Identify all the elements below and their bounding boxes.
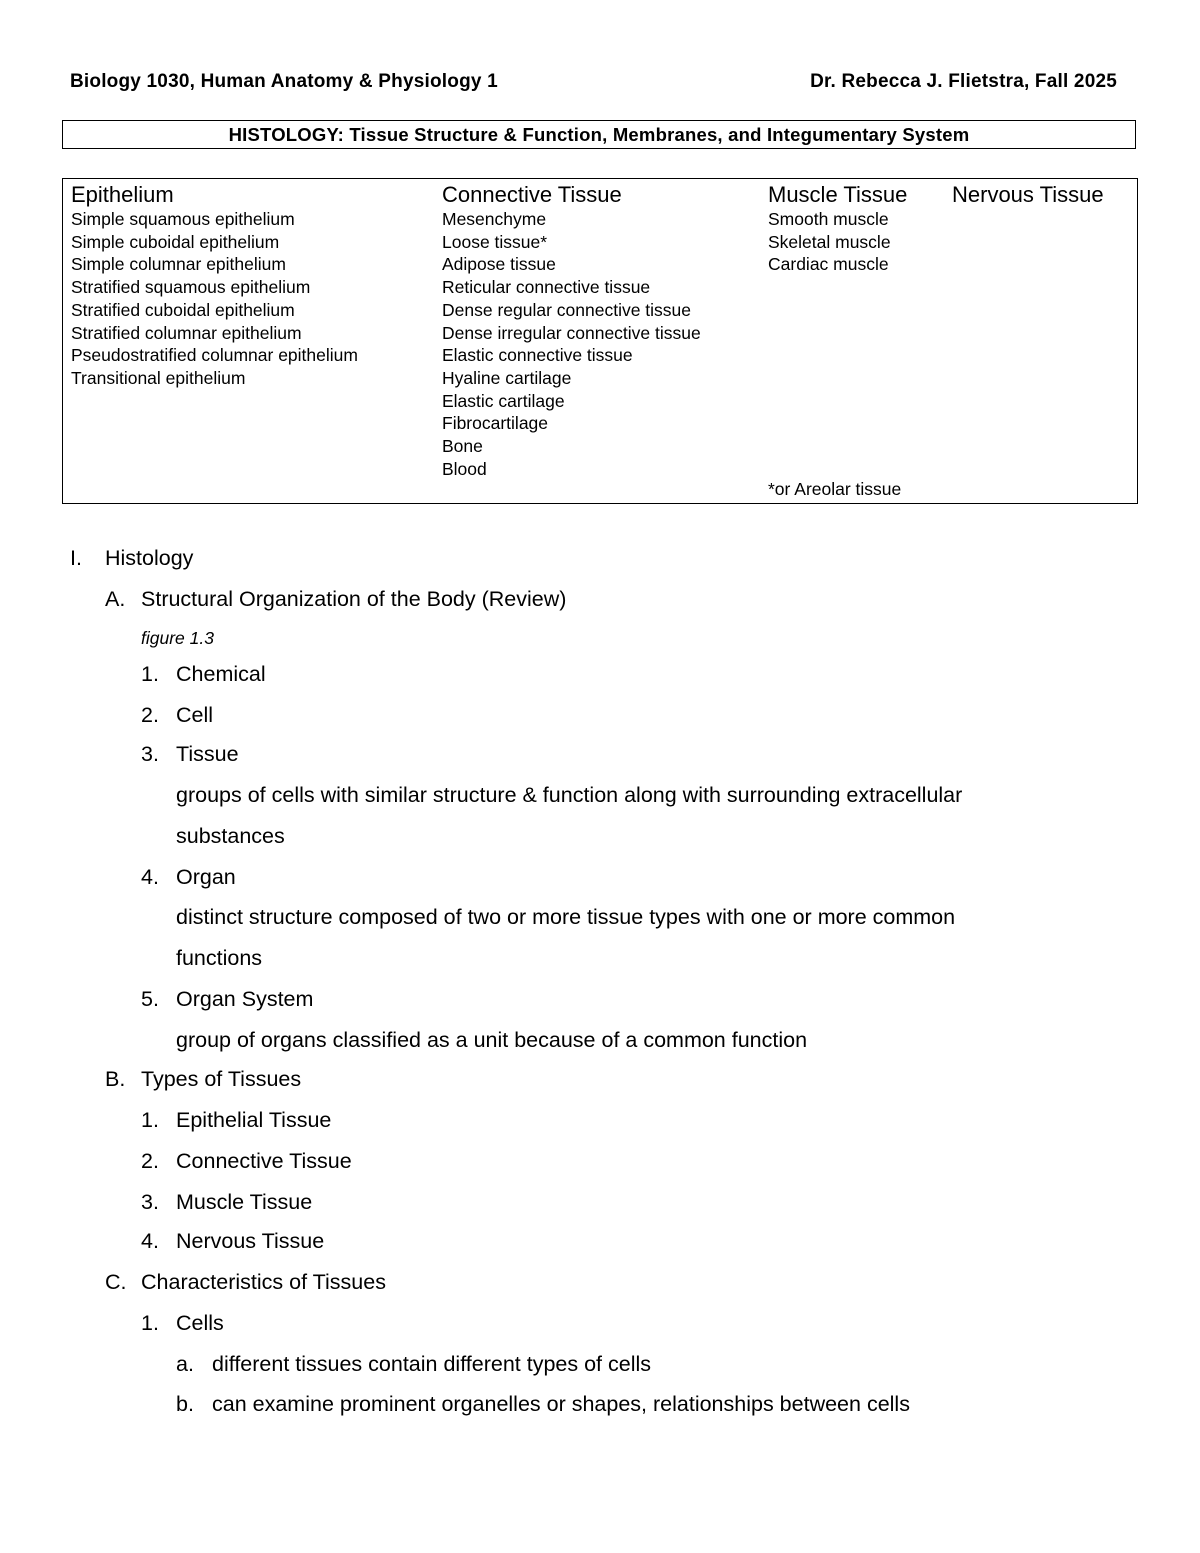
muscle-list <box>768 208 907 276</box>
outline-marker: B. <box>105 1067 126 1091</box>
outline-text: Types of Tissues <box>141 1067 302 1091</box>
list-item: Fibrocartilage <box>442 413 549 434</box>
outline-item <box>105 587 566 612</box>
muscle-column <box>768 182 907 276</box>
outline-text: Structural Organization of the Body (Review) <box>141 587 567 611</box>
outline-marker: I. <box>70 546 82 570</box>
list-item: Adipose tissue <box>442 254 556 275</box>
outline-text: Chemical <box>176 662 266 686</box>
list-item: Cardiac muscle <box>768 254 889 275</box>
outline-item <box>141 1229 324 1254</box>
connective-column <box>442 182 701 480</box>
outline-text: Organ System <box>176 987 314 1011</box>
outline-item <box>176 1392 910 1417</box>
list-item: Skeletal muscle <box>768 231 891 252</box>
list-item: Simple columnar epithelium <box>71 254 286 275</box>
list-item: Simple squamous epithelium <box>71 209 295 229</box>
definition-text: group of organs classified as a unit because of a common function <box>176 1028 808 1052</box>
definition-text: groups of cells with similar structure & function along with surrounding extracellular <box>176 783 963 807</box>
outline-text: Epithelial Tissue <box>176 1108 332 1132</box>
outline-item <box>105 1270 386 1295</box>
column-heading: Epithelium <box>71 182 174 207</box>
outline-marker: 2. <box>141 1149 159 1173</box>
outline-marker: 3. <box>141 1190 159 1214</box>
figure-reference: figure 1.3 <box>141 628 214 648</box>
list-item: Stratified squamous epithelium <box>71 277 311 298</box>
outline-text: Cells <box>176 1311 224 1335</box>
outline-text: Characteristics of Tissues <box>141 1270 386 1294</box>
outline-marker: 4. <box>141 1229 159 1253</box>
outline-text: different tissues contain different types of cells <box>212 1352 652 1376</box>
outline-item <box>141 742 239 767</box>
outline-marker: 1. <box>141 1108 159 1132</box>
list-item: Transitional epithelium <box>71 367 246 388</box>
outline-marker: 4. <box>141 865 159 889</box>
list-item: Dense irregular connective tissue <box>442 322 701 343</box>
outline-item <box>105 1067 301 1092</box>
outline-text: Connective Tissue <box>176 1149 352 1173</box>
list-item: Smooth muscle <box>768 209 889 229</box>
outline-marker: 2. <box>141 703 159 727</box>
outline-text: Organ <box>176 865 236 889</box>
column-heading: Nervous Tissue <box>952 182 1104 207</box>
instructor-term: Dr. Rebecca J. Flietstra, Fall 2025 <box>810 71 1117 92</box>
outline-text: Cell <box>176 703 214 727</box>
outline-marker: 1. <box>141 1311 159 1335</box>
definition-text: substances <box>176 824 285 848</box>
definition-text: distinct structure composed of two or more tissue types with one or more common <box>176 905 956 929</box>
list-item: Blood <box>442 458 487 479</box>
list-item: Mesenchyme <box>442 209 547 229</box>
outline-marker: 1. <box>141 662 159 686</box>
outline-item <box>141 1149 352 1174</box>
list-item: Elastic connective tissue <box>442 345 633 366</box>
page-header <box>70 71 1117 93</box>
list-item: Bone <box>442 436 483 457</box>
outline-marker: a. <box>176 1352 194 1376</box>
tissue-types-table <box>62 178 1138 504</box>
column-heading: Connective Tissue <box>442 182 622 207</box>
outline-text: Tissue <box>176 742 239 766</box>
outline-marker: 3. <box>141 742 159 766</box>
epithelium-column <box>71 182 358 390</box>
outline-item <box>141 703 213 728</box>
outline-item <box>141 1311 224 1336</box>
column-heading: Muscle Tissue <box>768 182 908 207</box>
outline-marker: 5. <box>141 987 159 1011</box>
course-title: Biology 1030, Human Anatomy & Physiology 1 <box>70 71 498 92</box>
outline-item <box>70 546 193 571</box>
outline-marker: A. <box>105 587 126 611</box>
list-item: Hyaline cartilage <box>442 367 572 388</box>
list-item: Elastic cartilage <box>442 390 565 411</box>
outline-item <box>141 865 236 890</box>
epithelium-list <box>71 208 358 390</box>
outline-text: can examine prominent organelles or shapes, relationships between cells <box>212 1392 910 1416</box>
outline-text: Nervous Tissue <box>176 1229 325 1253</box>
outline-marker: b. <box>176 1392 194 1416</box>
connective-list <box>442 208 701 480</box>
document-title: HISTOLOGY: Tissue Structure & Function, Membranes, and Integumentary System <box>62 120 1136 149</box>
list-item: Loose tissue* <box>442 231 548 252</box>
list-item: Pseudostratified columnar epithelium <box>71 345 358 366</box>
list-item: Stratified columnar epithelium <box>71 322 302 343</box>
list-item: Dense regular connective tissue <box>442 299 692 320</box>
outline-text: Muscle Tissue <box>176 1190 313 1214</box>
outline-item <box>141 1108 331 1133</box>
outline-text: Histology <box>105 546 194 570</box>
list-item: Reticular connective tissue <box>442 277 651 298</box>
definition-text: functions <box>176 946 263 970</box>
outline-marker: C. <box>105 1270 127 1294</box>
footnote: *or Areolar tissue <box>768 479 902 499</box>
list-item: Simple cuboidal epithelium <box>71 231 280 252</box>
list-item: Stratified cuboidal epithelium <box>71 299 295 320</box>
outline-item <box>141 987 313 1012</box>
outline-item <box>141 662 266 687</box>
nervous-column <box>952 182 1104 208</box>
outline-item <box>141 1190 312 1215</box>
outline-item <box>176 1352 651 1377</box>
